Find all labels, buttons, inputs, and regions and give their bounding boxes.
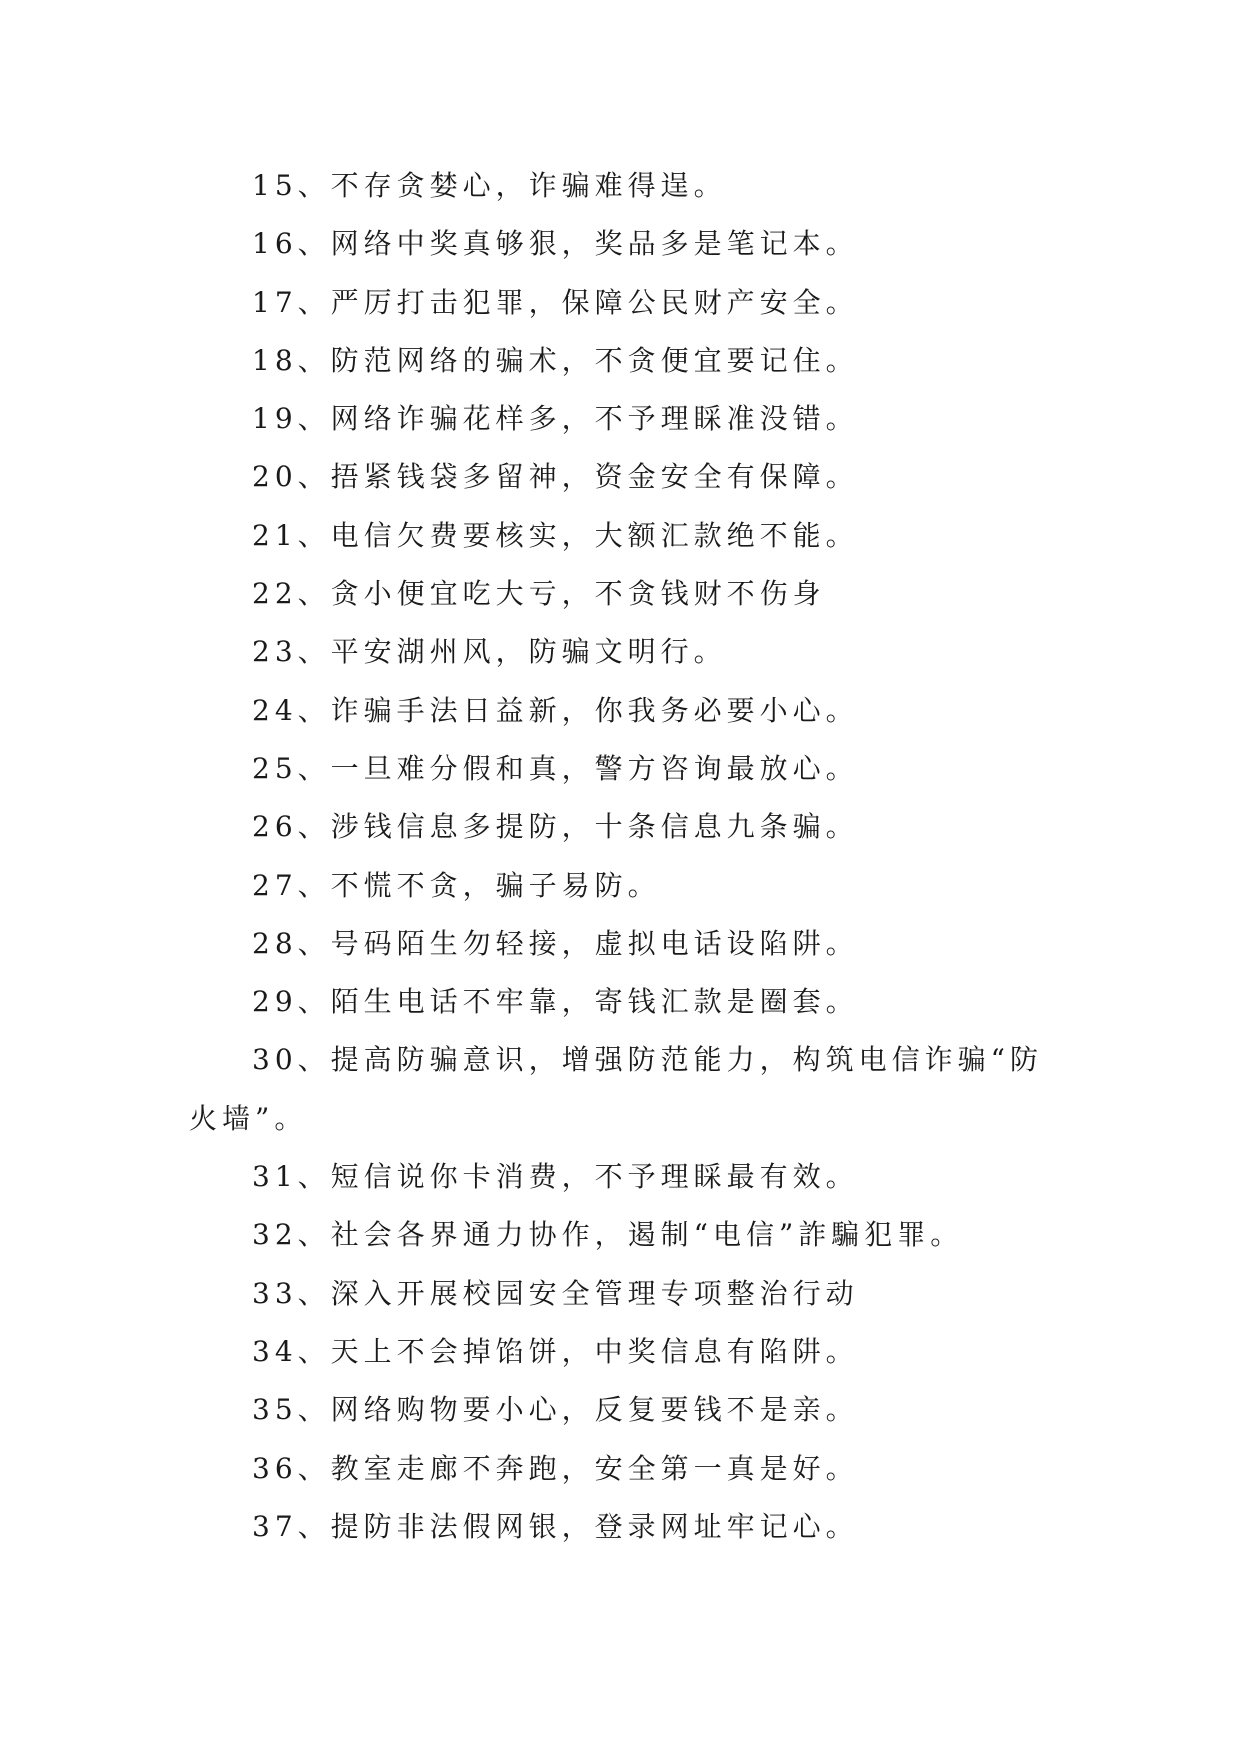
slogan-line: 19、网络诈骗花样多，不予理睬准没错。 bbox=[252, 402, 859, 436]
slogan-line: 15、不存贪婪心，诈骗难得逞。 bbox=[252, 169, 727, 202]
slogan-line: 29、陌生电话不牢靠，寄钱汇款是圈套。 bbox=[252, 985, 859, 1019]
slogan-line: 37、提防非法假网银，登录网址牢记心。 bbox=[252, 1509, 859, 1543]
slogan-line: 32、社会各界通力协作，遏制“电信”詐騙犯罪。 bbox=[252, 1218, 964, 1252]
slogan-line: 21、电信欠费要核实，大额汇款绝不能。 bbox=[252, 518, 859, 552]
slogan-line-wrapped: 30、提高防骗意识，增强防范能力，构筑电信诈骗“防火墙”。 bbox=[189, 1043, 1043, 1135]
slogan-line: 34、天上不会掉馅饼，中奖信息有陷阱。 bbox=[252, 1334, 859, 1368]
slogan-line: 31、短信说你卡消费，不予理睬最有效。 bbox=[252, 1160, 859, 1194]
slogan-line: 26、涉钱信息多提防，十条信息九条骗。 bbox=[252, 810, 859, 844]
slogan-line: 33、深入开展校园安全管理专项整治行动 bbox=[252, 1276, 859, 1310]
slogan-line: 16、网络中奖真够狠，奖品多是笔记本。 bbox=[252, 227, 859, 261]
slogan-line: 35、网络购物要小心，反复要钱不是亲。 bbox=[252, 1393, 859, 1427]
slogan-line: 17、严厉打击犯罪，保障公民财产安全。 bbox=[252, 285, 859, 319]
slogan-line: 24、诈骗手法日益新，你我务必要小心。 bbox=[252, 693, 859, 727]
slogan-list bbox=[189, 157, 1059, 1556]
slogan-line: 23、平安湖州风，防骗文明行。 bbox=[252, 635, 727, 669]
slogan-line: 20、捂紧钱袋多留神，资金安全有保障。 bbox=[252, 460, 859, 494]
slogan-line: 27、不慌不贪，骗子易防。 bbox=[252, 868, 661, 902]
slogan-line: 18、防范网络的骗术，不贪便宜要记住。 bbox=[252, 343, 859, 377]
slogan-line: 25、一旦难分假和真，警方咨询最放心。 bbox=[252, 751, 859, 785]
slogan-line: 28、号码陌生勿轻接，虚拟电话设陷阱。 bbox=[252, 926, 859, 960]
slogan-line: 36、教室走廊不奔跑，安全第一真是好。 bbox=[252, 1451, 859, 1485]
slogan-line: 22、贪小便宜吃大亏，不贪钱财不伤身 bbox=[252, 577, 826, 611]
